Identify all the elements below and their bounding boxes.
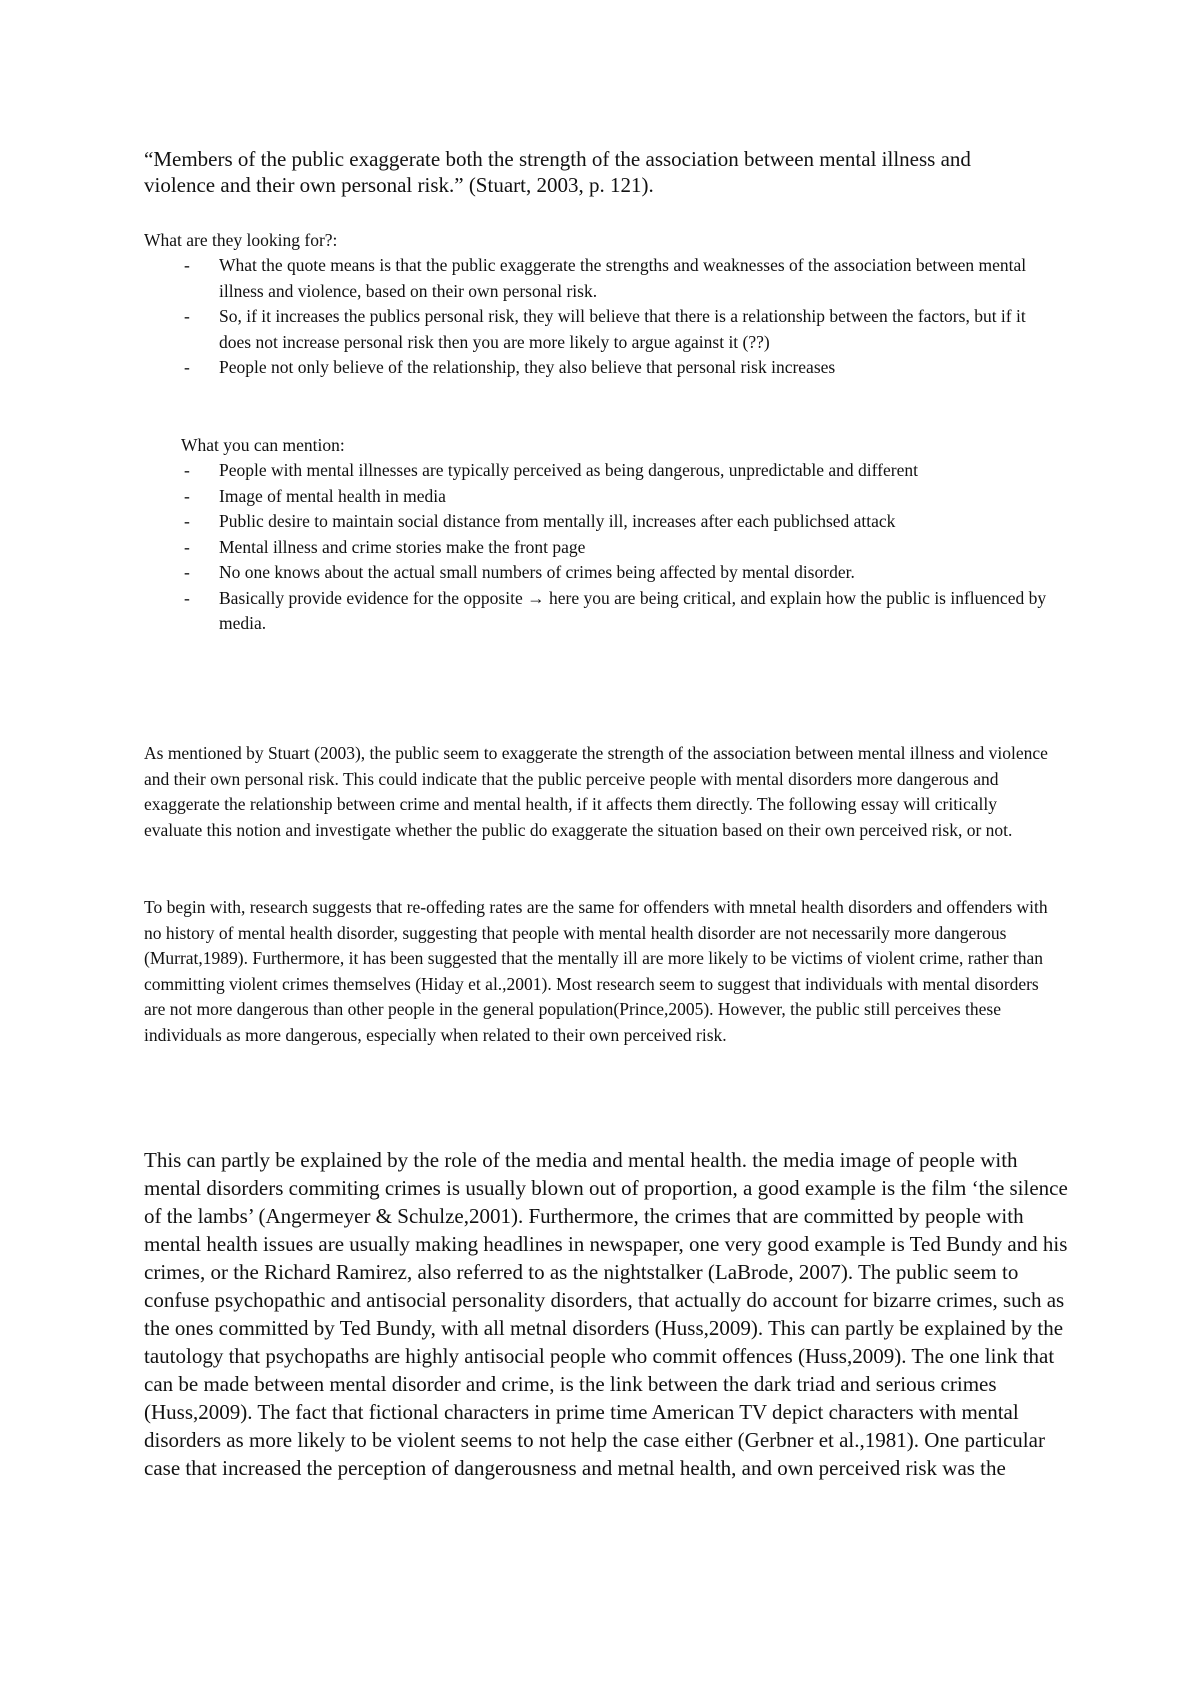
list-item: - Image of mental health in media xyxy=(0,484,1059,510)
list-item: - Public desire to maintain social distance from mentally ill, increases after each publichsed attack xyxy=(0,509,1059,535)
list-item: - Basically provide evidence for the opposite → here you are being critical, and explain how the public is influenced by media. xyxy=(0,586,1059,637)
opening-quote: “Members of the public exaggerate both the strength of the association between mental illness and violence and their own personal risk.” (Stuart, 2003, p. 121). xyxy=(144,147,971,197)
list-item: - No one knows about the actual small numbers of crimes being affected by mental disorder. xyxy=(0,560,1059,586)
can-mention-list xyxy=(0,458,1059,637)
looking-for-list xyxy=(0,253,1059,381)
list-item: - So, if it increases the publics personal risk, they will believe that there is a relationship between the factors, but if it does not increase personal risk then you are more likely to argue against it (??) xyxy=(0,304,1059,355)
essay-paragraph-media: This can partly be explained by the role of the media and mental health. the media image of people with mental disorders commiting crimes is usually blown out of proportion, a good example is the film ‘the silence of the lambs’ (Angermeyer & Schulze,2001). Furthermore, the crimes that are committed by people with mental health issues are usually making headlines in newspaper, one very good example is Ted Bundy and his crimes, or the Richard Ramirez, also referred to as the nightstalker (LaBrode, 2007). The public seem to confuse psychopathic and antisocial personality disorders, that actually do account for bizarre crimes, such as the ones committed by Ted Bundy, with all metnal disorders (Huss,2009). This can partly be explained by the tautology that psychopaths are highly antisocial people who commit offences (Huss,2009). The one link that can be made between mental disorder and crime, is the link between the dark triad and serious crimes (Huss,2009). The fact that fictional characters in prime time American TV depict characters with mental disorders as more likely to be violent seems to not help the case either (Gerbner et al.,1981). One particular case that increased the perception of dangerousness and metnal health, and own perceived risk was the xyxy=(144,1148,1068,1480)
section-title-looking-for: What are they looking for?: xyxy=(144,230,338,250)
list-item: - Mental illness and crime stories make the front page xyxy=(0,535,1059,561)
essay-paragraph-intro: As mentioned by Stuart (2003), the public seem to exaggerate the strength of the association between mental illness and violence and their own personal risk. This could indicate that the public perceive people with mental disorders more dangerous and exaggerate the relationship between crime and mental health, if it affects them directly. The following essay will critically evaluate this notion and investigate whether the public do exaggerate the situation based on their own perceived risk, or not. xyxy=(144,743,1048,840)
list-item: - People not only believe of the relationship, they also believe that personal risk increases xyxy=(0,355,1059,381)
section-title-can-mention: What you can mention: xyxy=(181,435,345,455)
list-item: - People with mental illnesses are typically perceived as being dangerous, unpredictable and different xyxy=(0,458,1059,484)
list-item: - What the quote means is that the public exaggerate the strengths and weaknesses of the association between mental illness and violence, based on their own personal risk. xyxy=(0,253,1059,304)
essay-paragraph-research: To begin with, research suggests that re-offeding rates are the same for offenders with mnetal health disorders and offenders with no history of mental health disorder, suggesting that people with mental health disorder are not necessarily more dangerous (Murrat,1989). Furthermore, it has been suggested that the mentally ill are more likely to be victims of violent crime, rather than committing violent crimes themselves (Hiday et al.,2001). Most research seem to suggest that individuals with mental disorders are not more dangerous than other people in the general population(Prince,2005). However, the public still perceives these individuals as more dangerous, especially when related to their own perceived risk. xyxy=(144,897,1048,1045)
